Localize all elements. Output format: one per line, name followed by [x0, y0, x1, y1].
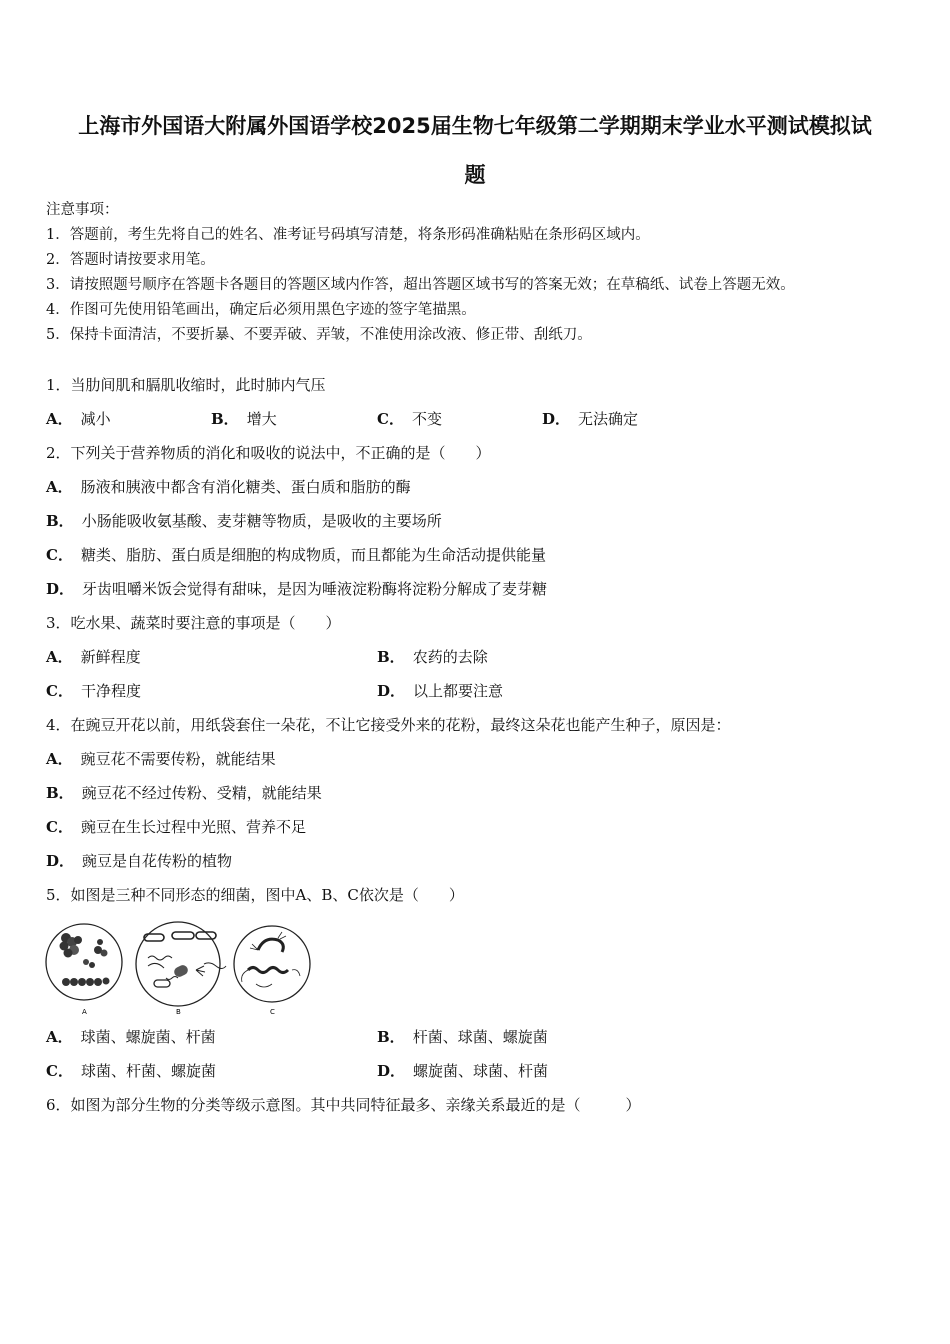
option-text: 球菌、螺旋菌、杆菌: [80, 1028, 216, 1046]
figure-label-b: B: [176, 1008, 181, 1016]
question-4-option-d: [46, 852, 232, 870]
question-2-option-d: [46, 580, 547, 598]
figure-label-c: C: [270, 1008, 275, 1016]
option-label: C．: [377, 410, 404, 428]
option-text: 增大: [246, 410, 277, 428]
page-title-line-2: 题: [464, 163, 486, 187]
option-text: 新鲜程度: [80, 648, 141, 666]
question-4-option-a: [46, 750, 276, 768]
question-4-option-c: [46, 818, 306, 836]
question-1-option-b: [211, 410, 277, 428]
bacteria-b-bacilli: [136, 922, 226, 1006]
notes-item: 4．作图可先使用铅笔画出，确定后必须用黑色字迹的签字笔描黑。: [46, 302, 476, 318]
question-2-stem: 2．下列关于营养物质的消化和吸收的说法中，不正确的是（ ）: [46, 444, 491, 462]
option-label: B．: [46, 512, 74, 530]
option-text: 豌豆花不经过传粉、受精，就能结果: [81, 784, 322, 802]
question-6-stem: 6．如图为部分生物的分类等级示意图。其中共同特征最多、亲缘关系最近的是（ ）: [46, 1096, 641, 1114]
option-text: 糖类、脂肪、蛋白质是细胞的构成物质，而且都能为生命活动提供能量: [80, 546, 546, 564]
option-text: 肠液和胰液中都含有消化糖类、蛋白质和脂肪的酶: [80, 478, 411, 496]
option-text: 农药的去除: [412, 648, 488, 666]
question-3-option-c: [46, 682, 141, 700]
notes-item: 1．答题前，考生先将自己的姓名、准考证号码填写清楚，将条形码准确粘贴在条形码区域内。: [46, 227, 650, 243]
option-label: D．: [46, 580, 75, 598]
question-1-option-c: [377, 410, 442, 428]
option-label: D．: [542, 410, 571, 428]
option-text: 不变: [411, 410, 442, 428]
question-5-option-b: [377, 1028, 548, 1046]
option-label: C．: [46, 1062, 73, 1080]
option-text: 牙齿咀嚼米饭会觉得有甜味，是因为唾液淀粉酶将淀粉分解成了麦芽糖: [82, 580, 548, 598]
question-4-option-b: [46, 784, 322, 802]
option-text: 无法确定: [578, 410, 639, 428]
notes-item: 5．保持卡面清洁，不要折暴、不要弄破、弄皱，不准使用涂改液、修正带、刮纸刀。: [46, 327, 592, 343]
option-text: 豌豆花不需要传粉，就能结果: [80, 750, 276, 768]
question-1-option-a: [46, 410, 111, 428]
option-label: A．: [46, 648, 73, 666]
option-text: 球菌、杆菌、螺旋菌: [80, 1062, 216, 1080]
option-label: A．: [46, 750, 73, 768]
option-text: 小肠能吸收氨基酸、麦芽糖等物质，是吸收的主要场所: [81, 512, 442, 530]
question-3-option-b: [377, 648, 488, 666]
option-text: 以上都要注意: [413, 682, 504, 700]
option-label: B．: [211, 410, 239, 428]
option-label: C．: [46, 818, 73, 836]
question-5-option-d: [377, 1062, 548, 1080]
question-3-option-d: [377, 682, 503, 700]
question-2-option-c: [46, 546, 546, 564]
question-4-stem: 4．在豌豆开花以前，用纸袋套住一朵花，不让它接受外来的花粉，最终这朵花也能产生种子，原因是：: [46, 716, 731, 734]
question-3-option-a: [46, 648, 141, 666]
question-5-option-c: [46, 1062, 216, 1080]
question-5-stem: 5．如图是三种不同形态的细菌，图中A、B、C依次是（ ）: [46, 886, 464, 904]
option-label: C．: [46, 682, 73, 700]
option-label: C．: [46, 546, 73, 564]
option-label: D．: [46, 852, 75, 870]
option-label: A．: [46, 478, 73, 496]
option-text: 豌豆在生长过程中光照、营养不足: [80, 818, 306, 836]
option-text: 豌豆是自花传粉的植物: [82, 852, 233, 870]
option-label: A．: [46, 410, 73, 428]
figure-label-a: A: [82, 1008, 87, 1016]
bacteria-figure: [44, 920, 316, 1016]
question-3-stem: 3．吃水果、蔬菜时要注意的事项是（ ）: [46, 614, 341, 632]
question-2-option-a: [46, 478, 411, 496]
option-text: 干净程度: [80, 682, 141, 700]
bacteria-c-spirilla: [234, 926, 310, 1002]
question-1-option-d: [542, 410, 638, 428]
bacteria-a-cocci: [46, 924, 122, 1000]
option-label: B．: [377, 1028, 405, 1046]
option-text: 螺旋菌、球菌、杆菌: [413, 1062, 549, 1080]
option-label: D．: [377, 682, 406, 700]
option-label: B．: [46, 784, 74, 802]
option-label: A．: [46, 1028, 73, 1046]
question-5-option-a: [46, 1028, 216, 1046]
notes-heading: 注意事项：: [46, 202, 119, 218]
question-2-option-b: [46, 512, 442, 530]
question-1-stem: 1．当肋间肌和膈肌收缩时，此时肺内气压: [46, 376, 326, 394]
option-text: 减小: [80, 410, 111, 428]
option-label: D．: [377, 1062, 406, 1080]
option-label: B．: [377, 648, 405, 666]
notes-item: 3．请按照题号顺序在答题卡各题目的答题区域内作答，超出答题区域书写的答案无效；在草稿纸、试卷上答题无效。: [46, 277, 795, 293]
notes-item: 2．答题时请按要求用笔。: [46, 252, 215, 268]
option-text: 杆菌、球菌、螺旋菌: [412, 1028, 548, 1046]
page-title-line-1: 上海市外国语大附属外国语学校2025届生物七年级第二学期期末学业水平测试模拟试: [78, 114, 872, 138]
